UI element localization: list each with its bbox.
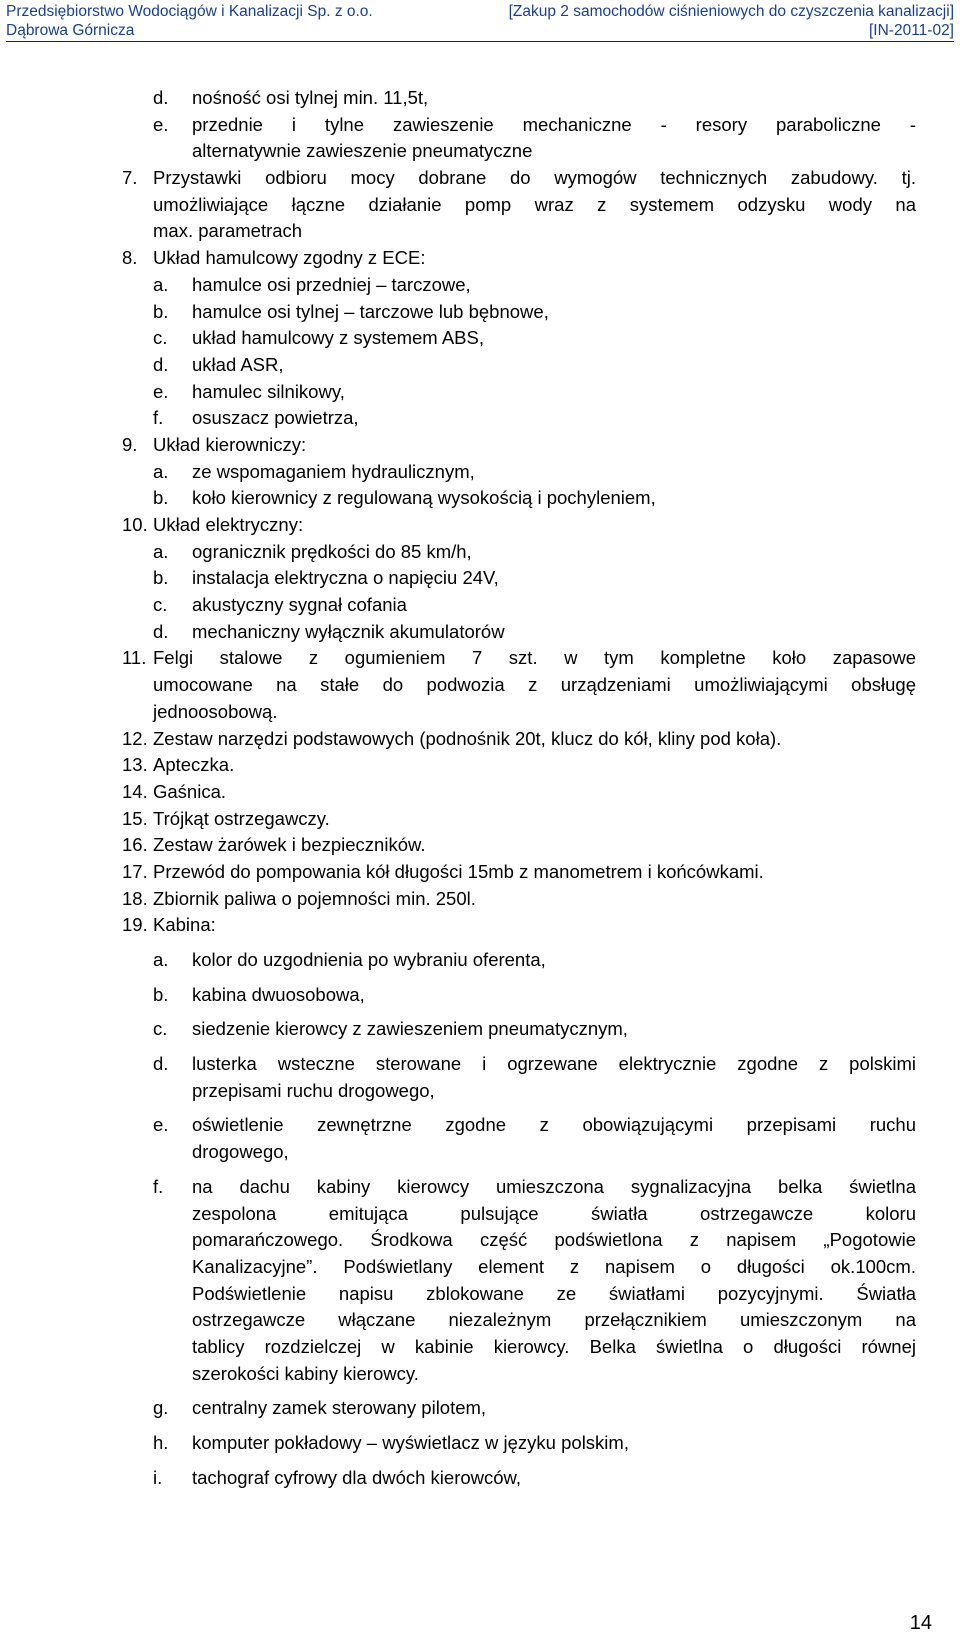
list-marker: a. bbox=[153, 273, 169, 295]
list-line bbox=[122, 592, 916, 619]
list-line bbox=[122, 619, 916, 646]
list-line bbox=[122, 832, 916, 859]
list-line bbox=[122, 245, 916, 272]
header-row-top bbox=[6, 2, 954, 21]
list-text: kabina dwuosobowa, bbox=[192, 983, 365, 1005]
list-text: drogowego, bbox=[192, 1141, 289, 1163]
list-text: ostrzegawcze włączane niezależnym przełącznikiem umieszczonym na bbox=[192, 1309, 916, 1331]
list-text: ze wspomaganiem hydraulicznym, bbox=[192, 460, 475, 482]
list-text: centralny zamek sterowany pilotem, bbox=[192, 1397, 487, 1419]
list-text: alternatywnie zawieszenie pneumatyczne bbox=[192, 140, 533, 162]
list-spacer bbox=[122, 1457, 916, 1465]
list-marker: 17. bbox=[122, 860, 148, 882]
list-text: przepisami ruchu drogowego, bbox=[192, 1079, 435, 1101]
list-text: siedzenie kierowcy z zawieszeniem pneumatycznym, bbox=[192, 1018, 628, 1040]
list-marker: 12. bbox=[122, 727, 148, 749]
list-text: Gaśnica. bbox=[153, 780, 227, 802]
list-text: kolor do uzgodnienia po wybraniu oferenta, bbox=[192, 949, 546, 970]
list-line bbox=[122, 565, 916, 592]
list-line bbox=[122, 138, 916, 165]
list-marker: e. bbox=[153, 1114, 169, 1136]
list-line bbox=[122, 1201, 916, 1228]
list-line bbox=[122, 859, 916, 886]
list-marker: b. bbox=[153, 567, 169, 589]
list-line bbox=[122, 1139, 916, 1166]
list-text: układ ASR, bbox=[192, 353, 284, 375]
list-text: Zestaw narzędzi podstawowych (podnośnik 20t, klucz do kół, kliny pod koła). bbox=[153, 727, 782, 749]
list-line bbox=[122, 1334, 916, 1361]
list-text: jednoosobową. bbox=[153, 700, 278, 722]
list-marker: e. bbox=[153, 380, 169, 402]
list-line bbox=[122, 1078, 916, 1105]
list-line bbox=[122, 325, 916, 352]
list-text: akustyczny sygnał cofania bbox=[192, 594, 407, 616]
company-city: Dąbrowa Górnicza bbox=[6, 22, 135, 39]
list-text: Felgi stalowe z ogumieniem 7 szt. w tym kompletne koło zapasowe bbox=[153, 647, 916, 669]
list-text: max. parametrach bbox=[153, 220, 303, 242]
list-line bbox=[122, 886, 916, 913]
list-line bbox=[122, 645, 916, 672]
list-spacer bbox=[122, 1104, 916, 1112]
list-text: tablicy rozdzielczej w kabinie kierowcy. Belka świetlna o długości równej bbox=[192, 1335, 916, 1357]
page-header bbox=[6, 2, 954, 42]
list-marker: b. bbox=[153, 983, 169, 1005]
list-text: instalacja elektryczna o napięciu 24V, bbox=[192, 567, 499, 589]
list-text: Układ kierowniczy: bbox=[153, 433, 307, 455]
list-text: zespolona emitująca pulsujące światła ostrzegawcze koloru bbox=[192, 1202, 916, 1224]
list-line bbox=[122, 1254, 916, 1281]
list-text: hamulce osi tylnej – tarczowe lub bębnowe, bbox=[192, 300, 549, 322]
list-line bbox=[122, 1281, 916, 1308]
list-text: umocowane na stałe do podwozia z urządzeniami umożliwiającymi obsługę bbox=[153, 674, 916, 696]
list-marker: f. bbox=[153, 407, 164, 429]
list-text: lusterka wsteczne sterowane i ogrzewane elektrycznie zgodne z polskimi bbox=[192, 1053, 916, 1075]
document-title: [Zakup 2 samochodów ciśnieniowych do czyszczenia kanalizacji] bbox=[508, 3, 954, 20]
specification-list bbox=[122, 85, 916, 1491]
list-marker: d. bbox=[153, 620, 169, 642]
list-text: Przystawki odbioru mocy dobrane do wymogów technicznych zabudowy. tj. bbox=[153, 167, 916, 189]
list-spacer bbox=[122, 1043, 916, 1051]
list-text: oświetlenie zewnętrzne zgodne z obowiązującymi przepisami ruchu bbox=[192, 1114, 916, 1136]
list-text: Przewód do pompowania kół długości 15mb z manometrem i końcówkami. bbox=[153, 860, 764, 882]
list-line bbox=[122, 1430, 916, 1457]
list-line bbox=[122, 112, 916, 139]
list-line bbox=[122, 982, 916, 1009]
list-line bbox=[122, 1465, 916, 1492]
list-text: hamulce osi przedniej – tarczowe, bbox=[192, 273, 471, 295]
list-text: Trójkąt ostrzegawczy. bbox=[153, 807, 330, 829]
list-line bbox=[122, 1307, 916, 1334]
list-spacer bbox=[122, 1387, 916, 1395]
document-code: [IN-2011-02] bbox=[868, 22, 954, 39]
list-text: tachograf cyfrowy dla dwóch kierowców, bbox=[192, 1466, 522, 1488]
list-text: Apteczka. bbox=[153, 754, 235, 776]
list-spacer bbox=[122, 939, 916, 947]
list-line bbox=[122, 1361, 916, 1388]
list-text: Układ elektryczny: bbox=[153, 514, 304, 535]
list-text: pomarańczowego. Środkowa część podświetlona z napisem „Pogotowie bbox=[192, 1229, 916, 1251]
list-line bbox=[122, 1051, 916, 1078]
list-marker: b. bbox=[153, 487, 169, 509]
list-line bbox=[122, 512, 916, 539]
list-marker: h. bbox=[153, 1432, 169, 1453]
list-marker: a. bbox=[153, 460, 169, 482]
list-marker: 9. bbox=[122, 433, 138, 455]
list-spacer bbox=[122, 1008, 916, 1016]
list-text: na dachu kabiny kierowcy umieszczona sygnalizacyjna belka świetlna bbox=[192, 1175, 916, 1197]
company-name: Przedsiębiorstwo Wodociągów i Kanalizacji Sp. z o.o. bbox=[6, 3, 373, 20]
list-marker: i. bbox=[153, 1466, 163, 1488]
list-line bbox=[122, 405, 916, 432]
list-line bbox=[122, 485, 916, 512]
list-line bbox=[122, 752, 916, 779]
list-line bbox=[122, 1227, 916, 1254]
list-text: ogranicznik prędkości do 85 km/h, bbox=[192, 540, 472, 562]
list-marker: d. bbox=[153, 353, 169, 375]
list-line bbox=[122, 806, 916, 833]
list-line bbox=[122, 1174, 916, 1201]
list-marker: c. bbox=[153, 594, 168, 616]
list-spacer bbox=[122, 1166, 916, 1174]
list-line bbox=[122, 779, 916, 806]
list-line bbox=[122, 352, 916, 379]
list-text: układ hamulcowy z systemem ABS, bbox=[192, 327, 484, 349]
list-line bbox=[122, 85, 916, 112]
list-marker: 16. bbox=[122, 834, 148, 856]
list-text: Zbiornik paliwa o pojemności min. 250l. bbox=[153, 887, 476, 909]
list-marker: f. bbox=[153, 1175, 164, 1197]
list-spacer bbox=[122, 1422, 916, 1430]
list-marker: e. bbox=[153, 113, 169, 135]
list-marker: 8. bbox=[122, 247, 138, 269]
list-marker: a. bbox=[153, 949, 169, 970]
list-line bbox=[122, 539, 916, 566]
list-line bbox=[122, 192, 916, 219]
list-marker: 7. bbox=[122, 167, 138, 189]
list-marker: 11. bbox=[122, 647, 147, 669]
list-text: Układ hamulcowy zgodny z ECE: bbox=[153, 247, 426, 269]
list-line bbox=[122, 459, 916, 486]
list-line bbox=[122, 699, 916, 726]
page-number: 14 bbox=[909, 1612, 932, 1634]
list-marker: b. bbox=[153, 300, 169, 322]
list-line bbox=[122, 912, 916, 939]
list-text: Zestaw żarówek i bezpieczników. bbox=[153, 834, 426, 856]
list-text: przednie i tylne zawieszenie mechaniczne - resory paraboliczne - bbox=[192, 113, 916, 135]
list-text: komputer pokładowy – wyświetlacz w języku polskim, bbox=[192, 1432, 629, 1453]
list-text: koło kierownicy z regulowaną wysokością i pochyleniem, bbox=[192, 487, 656, 509]
list-marker: 18. bbox=[122, 887, 148, 909]
list-marker: g. bbox=[153, 1397, 169, 1419]
list-marker: c. bbox=[153, 1018, 168, 1040]
list-line bbox=[122, 1112, 916, 1139]
list-text: szerokości kabiny kierowcy. bbox=[192, 1362, 419, 1384]
list-marker: c. bbox=[153, 327, 168, 349]
list-line bbox=[122, 672, 916, 699]
list-marker: 14. bbox=[122, 780, 148, 802]
list-text: hamulec silnikowy, bbox=[192, 380, 345, 402]
list-marker: a. bbox=[153, 540, 169, 562]
list-text: mechaniczny wyłącznik akumulatorów bbox=[192, 620, 505, 642]
list-text: Kabina: bbox=[153, 914, 216, 936]
list-text: nośność osi tylnej min. 11,5t, bbox=[192, 87, 429, 108]
list-line bbox=[122, 379, 916, 406]
header-row-bottom bbox=[6, 21, 954, 40]
header-divider bbox=[6, 41, 954, 42]
list-marker: 13. bbox=[122, 754, 148, 776]
list-marker: 10. bbox=[122, 514, 148, 535]
list-spacer bbox=[122, 974, 916, 982]
list-line bbox=[122, 165, 916, 192]
list-line bbox=[122, 432, 916, 459]
list-marker: 15. bbox=[122, 807, 148, 829]
list-text: Kanalizacyjne”. Podświetlany element z napisem o długości ok.100cm. bbox=[192, 1255, 916, 1277]
list-line bbox=[122, 947, 916, 974]
list-text: umożliwiające łączne działanie pomp wraz z systemem odzysku wody na bbox=[153, 193, 916, 215]
list-line bbox=[122, 1016, 916, 1043]
list-line bbox=[122, 726, 916, 753]
list-text: osuszacz powietrza, bbox=[192, 407, 359, 429]
list-marker: 19. bbox=[122, 914, 148, 936]
list-text: Podświetlenie napisu zblokowane ze światłami pozycyjnymi. Światła bbox=[192, 1282, 916, 1304]
list-marker: d. bbox=[153, 1053, 169, 1075]
list-line bbox=[122, 1395, 916, 1422]
list-line bbox=[122, 272, 916, 299]
list-marker: d. bbox=[153, 87, 169, 108]
list-line bbox=[122, 299, 916, 326]
list-line bbox=[122, 218, 916, 245]
